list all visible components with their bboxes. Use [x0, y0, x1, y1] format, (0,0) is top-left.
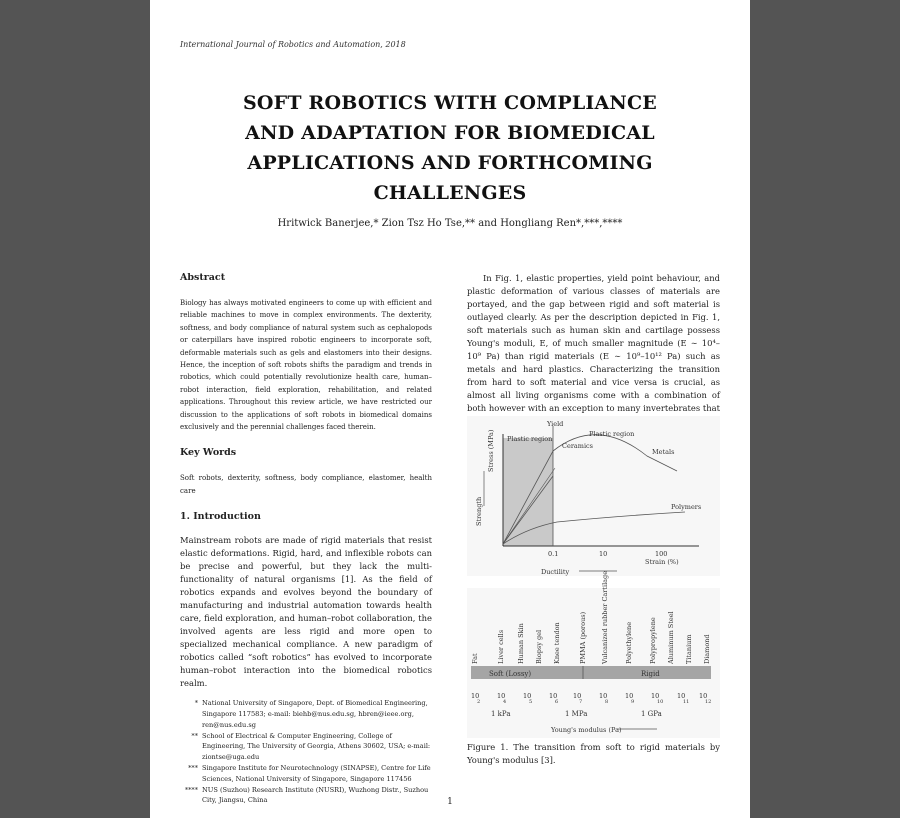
right-column	[467, 272, 720, 428]
strain-axis-label: Strain (%)	[645, 558, 679, 566]
footnote: ** School of Electrical & Computer Engineering, College of Engineering, The University of Georgia, Athens 30602, USA; e-mail: ziontse@uga.edu	[191, 731, 431, 762]
unit-label: 1 GPa	[641, 710, 662, 718]
exponent-label: 11	[683, 699, 690, 705]
tick-ten: 10	[573, 692, 582, 700]
x-tick-label: 0.1	[548, 550, 559, 558]
title-line: CHALLENGES	[373, 182, 527, 204]
x-tick-label: 100	[655, 550, 668, 558]
exponent-label: 9	[631, 699, 635, 705]
journal-header: International Journal of Robotics and Automation, 2018	[180, 40, 406, 49]
material-label: Liver cells	[497, 629, 505, 664]
title-line: AND ADAPTATION FOR BIOMEDICAL	[245, 122, 655, 144]
material-label: PMMA (porous)	[579, 611, 587, 664]
tick-ten: 10	[599, 692, 608, 700]
figure-1	[467, 416, 720, 738]
tick-ten: 10	[523, 692, 532, 700]
exponent-label: 8	[605, 699, 609, 705]
left-column	[180, 272, 432, 806]
tick-ten: 10	[471, 692, 480, 700]
title-line: APPLICATIONS AND FORTHCOMING	[247, 152, 653, 174]
exponent-label: 7	[579, 699, 583, 705]
tick-ten: 10	[497, 692, 506, 700]
tick-ten: 10	[651, 692, 660, 700]
material-label: Aluminum Steel	[667, 611, 675, 664]
introduction-heading: 1. Introduction	[180, 511, 261, 523]
exponent-label: 5	[529, 699, 533, 705]
modulus-axis-label: Young's modulus (Pa)	[551, 726, 622, 734]
modulus-scale-panel	[467, 571, 720, 738]
footnotes	[180, 698, 432, 806]
exponent-label: 12	[705, 699, 712, 705]
exponent-label: 10	[657, 699, 664, 705]
material-label: Biopsy gel	[535, 629, 543, 664]
footnote: *** Singapore Institute for Neurotechnology (SINAPSE), Centre for Life Sciences, National University of Singapore, Singapore 117456	[188, 764, 431, 783]
exponent-label: 4	[503, 699, 507, 705]
yield-label: Yield	[547, 420, 564, 428]
tick-ten: 10	[677, 692, 686, 700]
material-label: Polypropylene	[649, 617, 657, 664]
stress-strain-panel	[467, 416, 720, 576]
material-label: Diamond	[703, 634, 711, 664]
abstract-text: Biology has always motivated engineers to come up with efficient and reliable machines to move in complex environments. The dexterity, softness, and body compliance of natural system such as cephalopods or caterpillars have inspired robotic engineers to incorporate soft, deformable materials such as gels and elastomers into their designs. Hence, the inception of soft robots shifts the paradigm and trends in robotics, which could potentially revolutionize health care, human–robot interaction, field exploration, rehabilitation, and related applications. Throughout this review article, we have restricted our discussion to the applications of soft robots in biomedical domains exclusively and the perennial challenges faced therein.	[180, 299, 432, 432]
material-label: Vulcanized rubber Cartilage	[601, 570, 609, 664]
x-tick-label: 10	[599, 550, 608, 558]
authors-line: Hritwick Banerjee,* Zion Tsz Ho Tse,** and Hongliang Ren*,***,****	[277, 218, 623, 229]
paper-title	[190, 88, 710, 208]
polymers-label: Polymers	[671, 503, 702, 511]
keywords-text: Soft robots, dexterity, softness, body compliance, elastomer, health care	[180, 474, 432, 495]
unit-label: 1 MPa	[565, 710, 588, 718]
exponent-label: 2	[477, 699, 481, 705]
footnote: **** NUS (Suzhou) Research Institute (NUSRI), Wuzhong Distr., Suzhou City, Jiangsu, China	[184, 785, 429, 805]
figure-caption: Figure 1. The transition from soft to rigid materials by Young's modulus [3].	[467, 742, 720, 765]
title-line: SOFT ROBOTICS WITH COMPLIANCE	[243, 92, 657, 114]
strength-label: Strength	[475, 496, 483, 526]
rigid-label: Rigid	[641, 670, 660, 678]
ductility-label: Ductility	[541, 568, 570, 576]
page-number: 1	[447, 797, 453, 807]
right-paragraph: In Fig. 1, elastic properties, yield point behaviour, and plastic deformation of various classes of materials are portayed, and the gap between rigid and soft material is outlayed clearly. As per the description depicted in Fig. 1, soft materials such as human skin and cartilage possess Young's moduli, E, of much smaller magnitude (E ∼ 10⁴–10⁹ Pa) than rigid materials (E ∼ 10⁹–10¹² Pa) such as metals and hard plastics. Characterizing the transition from hard to soft material and vice versa is crucial, as almost all living organisms come with a combination of both however with an exception to many invertebrates that	[467, 273, 720, 413]
unit-label: 1 kPa	[491, 710, 511, 718]
exponent-label: 6	[555, 699, 559, 705]
tick-ten: 10	[549, 692, 558, 700]
tick-ten: 10	[699, 692, 708, 700]
footnote: * National University of Singapore, Dept. of Biomedical Engineering, Singapore 117583; e-mail: biehb@nus.edu.sg, hbren@ieee.org, ren@nus.edu.sg	[194, 699, 428, 729]
introduction-text: Mainstream robots are made of rigid materials that resist elastic deformations. Rigid, hard, and inflexible robots can be precise and powerful, but they lack the multi-functionality of natural organisms [1]. As the field of robotics expands and evolves beyond the boundary of manufacturing and industrial automation towards health care, field exploration, and human–robot collaboration, the involved agents are less rigid and more open to specialized mechanical compliance. A new paradigm of robotics called “soft robotics” has evolved to incorporate human–robot interaction into the biomedical robotics realm.	[180, 535, 432, 689]
material-label: Titanium	[685, 634, 693, 664]
material-label: Knee tendon	[553, 622, 561, 664]
metals-label: Metals	[652, 448, 675, 456]
soft-label: Soft (Lossy)	[489, 670, 532, 678]
plastic-region-right-label: Plastic region	[589, 430, 635, 438]
stress-axis-label: Stress (MPa)	[487, 429, 495, 472]
abstract-heading: Abstract	[180, 272, 226, 283]
material-label: Polyethylene	[625, 621, 633, 664]
material-label: Human Skin	[517, 623, 525, 664]
tick-ten: 10	[625, 692, 634, 700]
plastic-region-left-label: Plastic region	[507, 435, 553, 443]
ceramics-label: Ceramics	[562, 442, 594, 450]
keywords-heading: Key Words	[180, 447, 237, 459]
material-label: Fat	[471, 653, 479, 664]
